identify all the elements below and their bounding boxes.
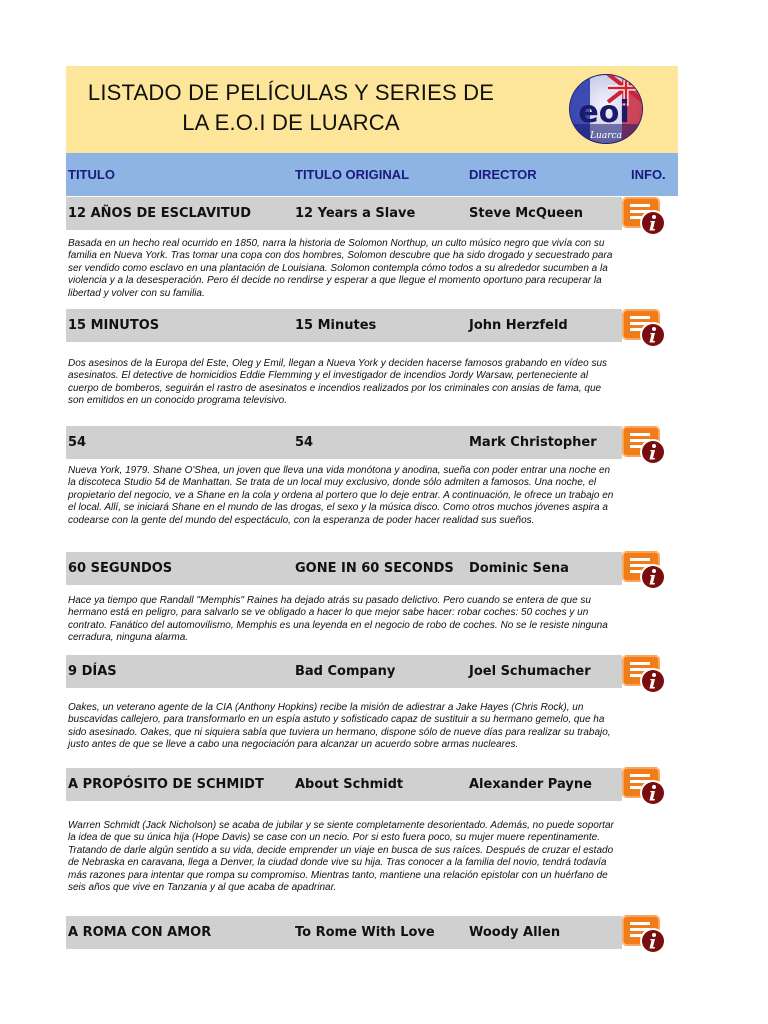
movie-title: 54	[68, 435, 87, 450]
movie-row	[66, 655, 622, 688]
info-icon[interactable]	[622, 550, 670, 592]
column-header-info: INFO.	[631, 167, 666, 182]
column-header-titulo-original: TITULO ORIGINAL	[295, 167, 410, 182]
column-header-director: DIRECTOR	[469, 167, 537, 182]
movie-original-title: GONE IN 60 SECONDS	[295, 561, 454, 576]
info-icon[interactable]	[622, 914, 670, 956]
movie-description: Hace ya tiempo que Randall "Memphis" Raines ha dejado atrás su pasado delictivo. Pero cuando se entera de que su hermano está en peligro, para salvarlo se ve obligado a hacer lo que mejor sabe hacer: robar coches: 50 coches y un contrato. Fanático del automovilismo, Memphis es una leyenda en el negocio de robo de coches. No se le resiste ninguna cerradura, ninguna alarma.	[68, 595, 608, 644]
title-line-1: LISTADO DE PELÍCULAS Y SERIES DE	[87, 80, 495, 105]
movie-description: Warren Schmidt (Jack Nicholson) se acaba de jubilar y se siente completamente desorientado. Además, no puede soportar la idea de que su única hija (Hope Davis) se case con un necio. Por si esto fuera poco, su mujer muere repentinamente. Tratando de darle algún sentido a su vida, decide emprender un viaje en busca de sus raíces. Después de cruzar el estado de Nebraska en caravana, llega a Denver, la ciudad donde vive su hija. Tras conocer a la familia del novio, tendrá todavía más razones para intentar que rompa su compromiso. Mientras tanto, mantiene una relación epistolar con un huérfano de seis años que vive en Tanzania y al que acaba de apadrinar.	[68, 820, 614, 894]
movie-title: 60 SEGUNDOS	[68, 561, 173, 576]
movie-title: A ROMA CON AMOR	[68, 925, 212, 940]
movie-description: Dos asesinos de la Europa del Este, Oleg y Emil, llegan a Nueva York y deciden hacerse famosos grabando en vídeo sus asesinatos. El detective de homicidios Eddie Flemming y el investigador de incendios Jordy Warsaw, perteneciente al cuerpo de bomberos, seguirán el rastro de asesinatos e incendios realizados por los criminales con ansias de fama, que son emitidos en un conocido programa televisivo.	[68, 358, 608, 407]
movie-row	[66, 309, 622, 342]
movie-director: Mark Christopher	[469, 435, 597, 450]
movie-title: 15 MINUTOS	[68, 318, 160, 333]
movie-director: Alexander Payne	[469, 777, 592, 792]
movie-row	[66, 426, 622, 459]
movie-row	[66, 916, 622, 949]
movie-director: Woody Allen	[469, 925, 561, 940]
eoi-logo	[568, 72, 644, 146]
movie-original-title: To Rome With Love	[295, 925, 435, 940]
info-icon[interactable]	[622, 654, 670, 696]
movie-row	[66, 197, 622, 230]
movie-director: John Herzfeld	[469, 318, 568, 333]
column-header-bar	[66, 153, 678, 196]
title-line-2: LA E.O.I DE LUARCA	[182, 110, 400, 135]
logo-text: eoi	[578, 95, 630, 130]
movie-description: Oakes, un veterano agente de la CIA (Anthony Hopkins) recibe la misión de adiestrar a Jake Hayes (Chris Rock), un buscavidas callejero, para transformarlo en un espía astuto y sofisticado capaz de sustituir a su hermano gemelo, que ha sido asesinado. Oakes, que ni siquiera sabía que tuviera un hermano, dispone sólo de nueve días para realizar su trabajo, justo antes de que se lleve a cabo una negociación para alcanzar un acuerdo sobre armas nucleares.	[68, 702, 611, 751]
movie-original-title: Bad Company	[295, 664, 396, 679]
movie-original-title: 15 Minutes	[295, 318, 377, 333]
page-title	[66, 78, 516, 138]
movie-director: Joel Schumacher	[469, 664, 591, 679]
info-icon[interactable]	[622, 196, 670, 238]
info-icon[interactable]	[622, 308, 670, 350]
movie-title: 9 DÍAS	[68, 664, 117, 679]
movie-original-title: About Schmidt	[295, 777, 404, 792]
page-header	[66, 66, 678, 153]
column-header-titulo: TITULO	[68, 167, 115, 182]
movie-original-title: 12 Years a Slave	[295, 206, 416, 221]
movie-title: A PROPÓSITO DE SCHMIDT	[68, 777, 264, 792]
info-icon[interactable]	[622, 766, 670, 808]
movie-description: Nueva York, 1979. Shane O'Shea, un joven que lleva una vida monótona y anodina, sueña con poder entrar una noche en la discoteca Studio 54 de Manhattan. Se trata de un local muy exclusivo, donde sólo admiten a famosos. Una noche, el propietario del negocio, ve a Shane en la cola y ordena al portero que lo deje entrar. A continuación, le ofrece un trabajo en el local. Allí, se iniciará Shane en el mundo de las drogas, el sexo y la música disco. Como otros muchos jóvenes aspira a codearse con la gente del mundo del espectáculo, con la esperanza de poder hacer realidad sus sueños.	[68, 465, 614, 526]
movie-original-title: 54	[295, 435, 314, 450]
logo-subtext: Luarca	[590, 131, 622, 141]
movie-director: Dominic Sena	[469, 561, 569, 576]
movie-row	[66, 768, 622, 801]
movie-row	[66, 552, 622, 585]
info-icon[interactable]	[622, 425, 670, 467]
movie-director: Steve McQueen	[469, 206, 584, 221]
movie-description: Basada en un hecho real ocurrido en 1850, narra la historia de Solomon Northup, un culto músico negro que vivía con su familia en Nueva York. Tras tomar una copa con dos hombres, Solomon descubre que ha sido drogado y secuestrado para ser vendido como esclavo en una plantación de Louisiana. Solomon contempla cómo todos a su alrededor sucumben a la violencia y a la desesperación. Pero él decide no rendirse y esperar a que llegue el momento oportuno para recuperar la libertad y volver con su familia.	[68, 238, 613, 299]
movie-title: 12 AÑOS DE ESCLAVITUD	[68, 206, 252, 221]
